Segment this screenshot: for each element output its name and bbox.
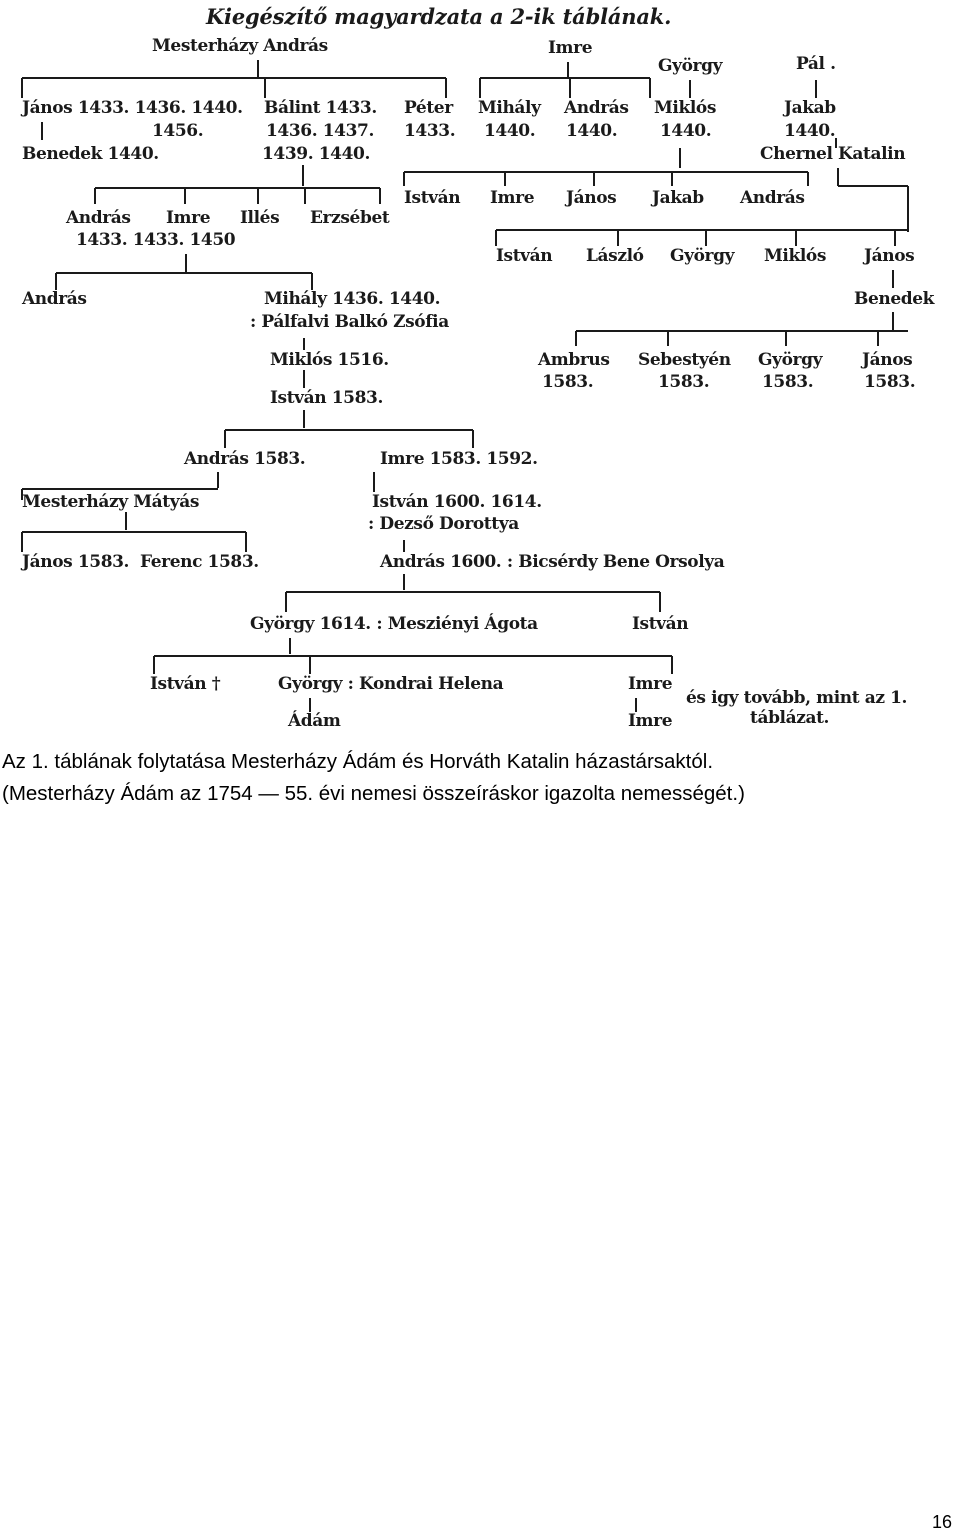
caption-line-1: Az 1. táblának folytatása Mesterházy Ádám és Horváth Katalin házastársaktól. bbox=[2, 750, 714, 773]
note-tablazat: táblázat. bbox=[750, 708, 830, 728]
node-andras-r: András bbox=[740, 188, 805, 208]
node-ferenc-1583: Ferenc 1583. bbox=[140, 552, 259, 572]
node-janos-1433: János 1433. 1436. 1440. bbox=[22, 98, 243, 118]
node-istvan-1600: István 1600. 1614. bbox=[372, 492, 542, 512]
node-ambrus-year: 1583. bbox=[542, 372, 594, 392]
node-mihaly-1440: Mihály bbox=[478, 98, 541, 118]
node-miklos-s: Miklós bbox=[764, 246, 827, 266]
node-andras-1583: András 1583. bbox=[184, 449, 306, 469]
node-pal: Pál . bbox=[796, 54, 836, 74]
node-andras-gen3: András bbox=[22, 289, 87, 309]
node-andras-1440: András bbox=[564, 98, 629, 118]
node-janos-r: János bbox=[566, 188, 617, 208]
node-jakab-r: Jakab bbox=[652, 188, 704, 208]
node-imre-1433: Imre bbox=[166, 208, 211, 228]
node-jakab-1440: Jakab bbox=[784, 98, 836, 118]
node-laszlo: László bbox=[586, 246, 644, 266]
node-balint: Bálint 1433. bbox=[264, 98, 377, 118]
node-andras-1600: András 1600. : Bicsérdy Bene Orsolya bbox=[380, 552, 725, 572]
node-dezso-dorottya: : Dezső Dorottya bbox=[368, 514, 519, 534]
node-gyorgy-1614: György 1614. : Mesziényi Ágota bbox=[250, 614, 538, 634]
node-istvan-s: István bbox=[496, 246, 553, 266]
node-istvan-1583: István 1583. bbox=[270, 388, 383, 408]
node-andras-1433: András bbox=[66, 208, 131, 228]
node-sebestyen: Sebestyén bbox=[638, 350, 731, 370]
note-es-igy-tovabb: és igy tovább, mint az 1. bbox=[686, 688, 908, 708]
node-janos-b-year: 1583. bbox=[864, 372, 916, 392]
node-janos-b: János bbox=[862, 350, 913, 370]
node-istvan-cross: István † bbox=[150, 674, 221, 694]
node-mihaly-1440-year: 1440. bbox=[484, 121, 536, 141]
node-gen2-years: 1433. 1433. 1450 bbox=[76, 230, 236, 250]
node-erzsebet: Erzsébet bbox=[310, 208, 390, 228]
node-peter-year: 1433. bbox=[404, 121, 456, 141]
node-illes: Illés bbox=[240, 208, 280, 228]
node-miklos-1440-year: 1440. bbox=[660, 121, 712, 141]
node-root: Mesterházy András bbox=[152, 36, 328, 56]
node-janos-1456: 1456. bbox=[152, 121, 204, 141]
tree-title: Kiegészítő magyardzata a 2-ik táblának. bbox=[206, 4, 672, 29]
node-palfalvi: : Pálfalvi Balkó Zsófia bbox=[250, 312, 449, 332]
node-mihaly-1436: Mihály 1436. 1440. bbox=[264, 289, 441, 309]
node-janos-1583: János 1583. bbox=[22, 552, 130, 572]
node-istvan-l: István bbox=[632, 614, 689, 634]
node-gyorgy-s: György bbox=[670, 246, 735, 266]
node-andras-1440-year: 1440. bbox=[566, 121, 618, 141]
page-number: 16 bbox=[931, 1512, 952, 1532]
node-ambrus: Ambrus bbox=[538, 350, 610, 370]
node-gyorgy-b-year: 1583. bbox=[762, 372, 814, 392]
node-imre-r: Imre bbox=[490, 188, 535, 208]
node-balint-years-c: 1439. 1440. bbox=[262, 144, 370, 164]
node-peter: Péter bbox=[404, 98, 453, 118]
node-imre-l2: Imre bbox=[628, 711, 673, 731]
family-tree-image bbox=[0, 0, 960, 740]
node-gyorgy-b: György bbox=[758, 350, 823, 370]
caption-line-2: (Mesterházy Ádám az 1754 — 55. évi nemesi összeíráskor igazolta nemességét.) bbox=[2, 782, 745, 805]
node-imre-1583: Imre 1583. 1592. bbox=[380, 449, 538, 469]
node-jakab-1440-year: 1440. bbox=[784, 121, 836, 141]
node-janos-s: János bbox=[864, 246, 915, 266]
node-mesterhazy-matyas: Mesterházy Mátyás bbox=[22, 492, 200, 512]
node-imre-l: Imre bbox=[628, 674, 673, 694]
node-sebestyen-year: 1583. bbox=[658, 372, 710, 392]
node-istvan-r: István bbox=[404, 188, 461, 208]
node-miklos-1516: Miklós 1516. bbox=[270, 350, 389, 370]
node-miklos-1440: Miklós bbox=[654, 98, 717, 118]
node-balint-years-b: 1436. 1437. bbox=[266, 121, 374, 141]
node-chernel-katalin: Chernel Katalin bbox=[760, 144, 906, 164]
node-gyorgy-kondrai: György : Kondrai Helena bbox=[278, 674, 504, 694]
node-adam: Ádám bbox=[288, 711, 341, 731]
node-benedek-1440: Benedek 1440. bbox=[22, 144, 159, 164]
node-imre-top: Imre bbox=[548, 38, 593, 58]
node-gyorgy-top: György bbox=[658, 56, 723, 76]
node-benedek: Benedek bbox=[854, 289, 935, 309]
